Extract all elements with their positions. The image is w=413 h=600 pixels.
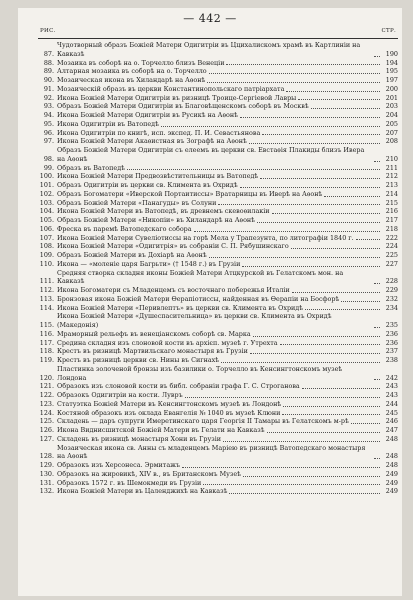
header-rule <box>38 38 398 39</box>
index-entry <box>38 41 398 59</box>
entry-body <box>57 172 382 181</box>
index-entry <box>38 339 398 348</box>
entry-title: Мозаическая икона св. Анны съ младенцемъ Маріею въ ризницѣ Ватопедскаго монастыря на Аѳонѣ <box>57 443 366 461</box>
entry-body <box>57 94 382 103</box>
entry-body <box>57 164 382 173</box>
dot-leader <box>185 397 380 398</box>
dot-leader <box>374 327 380 328</box>
entry-title: Образокъ на жировикѣ, XIV в., въ Британскомъ Музеѣ <box>57 469 242 478</box>
entry-body <box>57 339 382 348</box>
entry-title: Икона Божіей Матери «Перивлептъ» въ церкви св. Климента въ Охридѣ <box>57 303 304 312</box>
entry-page: 222 <box>385 233 398 242</box>
dot-leader <box>253 336 380 337</box>
entry-number: 119. <box>39 356 54 364</box>
dot-leader <box>374 161 380 162</box>
entry-number: 127. <box>39 434 54 443</box>
entry-number: 87. <box>43 49 54 58</box>
dot-leader <box>291 248 380 249</box>
index-entry <box>38 487 398 496</box>
entry-body <box>57 417 382 426</box>
entry-page: 211 <box>385 163 398 172</box>
entry-body <box>57 190 382 199</box>
index-entry <box>38 365 398 383</box>
entry-body <box>57 216 382 225</box>
entry-title: Икона Божіей Матери «Одигитрія» въ собраніи С. П. Рябушинскаго <box>57 242 289 251</box>
entry-title: Икона Божіей Матери въ Цаленджихѣ на Кавказѣ <box>57 487 228 496</box>
entry-body <box>57 181 382 190</box>
entry-title: Образъ Божіей Матери Одигитріи съ елеемъ въ церкви св. Евстаѳія Плакиды близъ Ивера на Аѳонѣ <box>57 146 365 163</box>
entry-title: Икона Виднисшитской Божіей Матери въ Гелати на Кавказѣ <box>57 426 265 434</box>
dot-leader <box>243 476 380 477</box>
entry-page: 214 <box>385 189 398 198</box>
index-entry <box>38 435 398 444</box>
index-entry <box>38 164 398 173</box>
entry-page: 224 <box>385 242 398 251</box>
entry-title: Образъ Божіей Матери въ Дохіарѣ на Аѳонѣ <box>57 251 207 259</box>
illustration-index-list <box>38 41 398 496</box>
entry-title: Складень въ ризницѣ монастыря Хони въ Грузіи <box>57 434 222 443</box>
dot-leader <box>302 388 380 389</box>
entry-body <box>57 102 382 111</box>
entry-page: 201 <box>385 93 398 102</box>
entry-body <box>57 59 382 68</box>
dot-leader <box>218 204 380 205</box>
entry-title: Крестъ въ ризницѣ Мартвильскаго монастыря въ Грузіи <box>57 347 248 356</box>
entry-number: 121. <box>39 382 54 391</box>
entry-page: 218 <box>385 224 398 233</box>
dot-leader <box>249 143 380 144</box>
dot-leader <box>257 222 380 223</box>
entry-page: 235 <box>385 321 398 329</box>
entry-body <box>57 409 382 418</box>
entry-number: 112. <box>39 286 54 294</box>
index-entry <box>38 312 398 330</box>
entry-page: 243 <box>385 391 398 399</box>
dot-leader <box>286 91 380 92</box>
dot-leader <box>260 178 380 179</box>
entry-number: 115. <box>39 321 54 329</box>
entry-title: Средняя створка складня иконы Божіей Матери Атцкурской въ Гелатскомъ мон. на Кавказѣ <box>57 268 344 286</box>
index-entry <box>38 94 398 103</box>
entry-body <box>57 146 382 164</box>
entry-number: 120. <box>39 373 54 382</box>
entry-title: Складень — даръ супруги Имеретинскаго царя Георгія II Тамары въ Гелатскомъ м-рѣ <box>57 417 349 426</box>
entry-body <box>57 225 382 234</box>
entry-title: Пластинка золоченой бронзы изъ базилики о. Торчелло въ Кенсингтонскомъ музеѣ Лондона <box>57 364 343 382</box>
entry-page: 247 <box>385 426 398 434</box>
entry-page: 195 <box>385 67 398 76</box>
entry-number: 98. <box>43 154 54 163</box>
entry-page: 245 <box>385 408 398 417</box>
entry-title: Фреска въ паремѣ Ватопедскаго собора <box>57 224 192 233</box>
entry-title: Икона Одигитріи по книгѣ, исп. экспед. П. И. Севастьянова <box>57 128 261 137</box>
entry-title: Мозаика въ соборѣ на о. Торчелло близъ Венеціи <box>57 58 225 67</box>
entry-body <box>57 251 382 260</box>
entry-body <box>57 356 382 365</box>
entry-number: 91. <box>43 84 54 93</box>
entry-title: Икона Божіей Матери Одигитріи въ ризницѣ Троице-Сергіевой Лавры <box>57 93 297 102</box>
entry-body <box>57 85 382 94</box>
entry-number: 128. <box>39 452 54 461</box>
entry-title: Образокъ 1572 г. въ Шемокмеди въ Грузіи <box>57 478 202 487</box>
entry-number: 114. <box>39 303 54 312</box>
index-entry <box>38 111 398 120</box>
entry-page: 227 <box>385 259 398 268</box>
entry-number: 113. <box>39 294 54 303</box>
entry-body <box>57 137 382 146</box>
entry-page: 242 <box>385 373 398 382</box>
entry-body <box>57 312 382 330</box>
entry-number: 117. <box>39 338 54 347</box>
entry-body <box>57 286 382 295</box>
column-header-figure: РИС. <box>40 28 56 34</box>
index-entry <box>38 207 398 216</box>
entry-title: Мозаическая икона въ Хиландарѣ на Аѳонѣ <box>57 76 206 84</box>
entry-title: Икона Божіей Матери «Душеспасительница» въ церкви св. Климента въ Охридѣ (Македонія) <box>57 312 332 329</box>
dot-leader <box>229 493 380 494</box>
entry-body <box>57 41 382 59</box>
entry-title: Образъ Божіей Матери «Панагуды» въ Солуни <box>57 198 217 207</box>
entry-page: 207 <box>385 128 398 137</box>
dot-leader <box>207 82 380 83</box>
entry-body <box>57 234 382 243</box>
entry-body <box>57 435 382 444</box>
entry-title: Чудотворный образъ Божіей Матери Одигитріи въ Ццихалискомъ храмѣ въ Картлиніи на Кавказѣ <box>57 41 361 58</box>
index-entry <box>38 199 398 208</box>
dot-leader <box>262 134 380 135</box>
entry-title: Образъ Божіей Матери «Никопіи» въ Хиландарѣ на Аѳонѣ <box>57 216 256 224</box>
entry-title: Бронзовая икона Божіей Матери Ѳерапіотиссы, найденная въ Ѳерапіи на Босфорѣ <box>57 294 340 303</box>
entry-page: 244 <box>385 399 398 408</box>
entry-body <box>57 295 382 304</box>
index-entry <box>38 181 398 190</box>
dot-leader <box>161 126 380 127</box>
entry-title: Алтарная мозаика въ соборѣ на о. Торчелло <box>57 67 207 76</box>
entry-page: 204 <box>385 111 398 119</box>
entry-title: Икона Одигитріи въ Ватопедѣ <box>57 119 159 128</box>
entry-page: 232 <box>385 294 398 303</box>
dot-leader <box>182 467 380 468</box>
entry-title: Образъ Божіей Матери Одигитріи въ Благовѣщенскомъ соборѣ въ Москвѣ <box>57 102 309 111</box>
entry-body <box>57 347 382 356</box>
entry-page: 229 <box>385 286 398 294</box>
entry-body <box>57 461 382 470</box>
entry-number: 96. <box>43 128 54 137</box>
entry-title: Статуэтка Божіей Матери въ Кенсингтонскомъ музеѣ въ Лондонѣ <box>57 399 282 408</box>
book-page <box>18 8 402 596</box>
entry-body <box>57 426 382 435</box>
entry-body <box>57 479 382 488</box>
entry-page: 215 <box>385 198 398 207</box>
dot-leader <box>311 108 380 109</box>
dot-leader <box>298 99 380 100</box>
entry-number: 130. <box>39 469 54 478</box>
entry-page: 234 <box>385 303 398 312</box>
entry-number: 109. <box>39 251 54 259</box>
entry-page: 248 <box>385 452 398 461</box>
entry-number: 94. <box>43 111 54 119</box>
entry-page: 212 <box>385 172 398 181</box>
entry-body <box>57 382 382 391</box>
index-entry <box>38 444 398 462</box>
entry-body <box>57 330 382 339</box>
entry-page: 194 <box>385 58 398 67</box>
dot-leader <box>194 231 380 232</box>
entry-title: Мраморный рельефъ въ венеціанскомъ соборѣ св. Марка <box>57 329 251 338</box>
index-entry <box>38 242 398 251</box>
dot-leader <box>223 441 380 442</box>
index-entry <box>38 479 398 488</box>
entry-body <box>57 365 382 383</box>
index-entry <box>38 382 398 391</box>
entry-page: 236 <box>385 329 398 338</box>
entry-body <box>57 120 382 129</box>
entry-number: 105. <box>39 216 54 224</box>
entry-number: 93. <box>43 102 54 111</box>
index-entry <box>38 295 398 304</box>
entry-number: 101. <box>39 181 54 189</box>
dot-leader <box>324 196 380 197</box>
dot-leader <box>356 239 380 240</box>
entry-number: 89. <box>43 67 54 76</box>
entry-title: Икона — «моленіе царя Багрьти» († 1548 г.) въ Грузіи <box>57 259 241 268</box>
index-entry <box>38 129 398 138</box>
entry-page: 248 <box>385 434 398 443</box>
entry-number: 125. <box>39 417 54 426</box>
index-entry <box>38 76 398 85</box>
entry-title: Костяной образокъ изъ оклада Евангелія № 1040 въ музеѣ Клюни <box>57 408 281 417</box>
entry-body <box>57 111 382 120</box>
index-entry <box>38 190 398 199</box>
dot-leader <box>209 257 380 258</box>
entry-number: 108. <box>39 242 54 251</box>
entry-title: Икона Божіей Матери Одигитріи въ Русикѣ на Аѳонѣ <box>57 111 239 119</box>
entry-page: 238 <box>385 356 398 364</box>
entry-title: Образъ Одигитріи въ церкви св. Климента въ Охридѣ <box>57 181 238 189</box>
entry-number: 107. <box>39 233 54 242</box>
entry-number: 90. <box>43 76 54 84</box>
index-entry <box>38 120 398 129</box>
index-entry <box>38 461 398 470</box>
index-entry <box>38 356 398 365</box>
entry-page: 197 <box>385 76 398 84</box>
entry-number: 103. <box>39 198 54 207</box>
entry-number: 126. <box>39 426 54 434</box>
entry-title: Икона Божіей Матери въ Ватопедѣ, въ древнемъ скевоѳилакіи <box>57 207 270 216</box>
entry-body <box>57 487 382 496</box>
entry-body <box>57 242 382 251</box>
entry-number: 88. <box>43 58 54 67</box>
entry-body <box>57 129 382 138</box>
index-entry <box>38 172 398 181</box>
index-entry <box>38 400 398 409</box>
entry-title: Икона Божіей Матери Акаѳистная въ Зографѣ на Аѳонѣ <box>57 137 247 146</box>
entry-page: 213 <box>385 181 398 189</box>
index-entry <box>38 470 398 479</box>
index-entry <box>38 146 398 164</box>
index-entry <box>38 330 398 339</box>
column-header-page: СТР. <box>381 28 396 34</box>
index-entry <box>38 251 398 260</box>
index-entry <box>38 269 398 287</box>
index-entry <box>38 234 398 243</box>
entry-number: 102. <box>39 189 54 198</box>
dot-leader <box>242 266 380 267</box>
entry-body <box>57 269 382 287</box>
dot-leader <box>203 484 380 485</box>
entry-body <box>57 400 382 409</box>
index-entry <box>38 347 398 356</box>
index-entry <box>38 409 398 418</box>
dot-leader <box>267 432 380 433</box>
dot-leader <box>374 458 380 459</box>
entry-body <box>57 304 382 313</box>
entry-page: 249 <box>385 487 398 496</box>
entry-page: 249 <box>385 469 398 478</box>
entry-page: 237 <box>385 347 398 356</box>
dot-leader <box>250 353 380 354</box>
entry-body <box>57 391 382 400</box>
dot-leader <box>280 344 380 345</box>
entry-number: 118. <box>39 347 54 356</box>
dot-leader <box>292 292 380 293</box>
entry-number: 100. <box>39 172 54 181</box>
entry-page: 203 <box>385 102 398 111</box>
entry-title: Икона Божіей Матери Предвозвѣстительницы въ Ватопедѣ <box>57 172 259 181</box>
entry-number: 92. <box>43 93 54 102</box>
entry-number: 129. <box>39 461 54 469</box>
entry-body <box>57 470 382 479</box>
entry-body <box>57 260 382 269</box>
dot-leader <box>283 406 380 407</box>
entry-body <box>57 207 382 216</box>
entry-title: Икона Богоматери съ Младенцемъ съ восточнаго побережья Италіи <box>57 286 290 294</box>
entry-body <box>57 199 382 208</box>
entry-number: 124. <box>39 408 54 417</box>
entry-number: 97. <box>43 137 54 146</box>
dot-leader <box>374 283 380 284</box>
dot-leader <box>272 213 380 214</box>
entry-page: 190 <box>385 49 398 58</box>
entry-number: 104. <box>39 207 54 216</box>
dot-leader <box>221 362 380 363</box>
entry-number: 122. <box>39 391 54 399</box>
index-entry <box>38 286 398 295</box>
entry-title: Образокъ изъ слоновой кости въ библ. собраніи графа Г. С. Строганова <box>57 382 300 391</box>
index-entry <box>38 102 398 111</box>
dot-leader <box>341 301 380 302</box>
page-number: — 442 — <box>183 12 237 25</box>
index-entry <box>38 67 398 76</box>
entry-page: 225 <box>385 251 398 259</box>
index-entry <box>38 85 398 94</box>
entry-title: Крестъ въ ризницѣ церкви св. Нины въ Сигнахѣ <box>57 356 220 364</box>
entry-page: 243 <box>385 382 398 391</box>
entry-number: 132. <box>39 487 54 496</box>
index-entry <box>38 417 398 426</box>
dot-leader <box>240 187 380 188</box>
entry-number: 111. <box>39 277 54 286</box>
entry-number: 99. <box>43 163 54 172</box>
entry-body <box>57 76 382 85</box>
entry-body <box>57 444 382 462</box>
entry-title: Икона Божіей Матери Сувеліотиссы на горѣ Мела у Трапезунта, по литографіи 1840 г. <box>57 233 354 242</box>
entry-number: 131. <box>39 478 54 487</box>
dot-leader <box>305 309 380 310</box>
dot-leader <box>351 423 380 424</box>
dot-leader <box>374 56 380 57</box>
dot-leader <box>282 414 380 415</box>
entry-title: Средина складня изъ слоновой кости въ архієп. музеѣ г. Утрехта <box>57 338 278 347</box>
index-entry <box>38 216 398 225</box>
index-entry <box>38 391 398 400</box>
entry-page: 208 <box>385 137 398 146</box>
entry-number: 106. <box>39 224 54 233</box>
index-entry <box>38 304 398 313</box>
entry-number: 116. <box>39 329 54 338</box>
entry-body <box>57 67 382 76</box>
entry-title: Образокъ изъ Херсонеса. Эрмитажъ <box>57 461 181 469</box>
entry-title: Образокъ Одигитріи на кости. Лувръ <box>57 391 183 399</box>
entry-page: 249 <box>385 478 398 487</box>
entry-page: 246 <box>385 417 398 426</box>
index-entry <box>38 225 398 234</box>
entry-number: 123. <box>39 399 54 408</box>
index-entry <box>38 59 398 68</box>
dot-leader <box>127 169 380 170</box>
entry-page: 228 <box>385 277 398 286</box>
entry-title: Образъ въ Ватопедѣ <box>57 163 125 172</box>
entry-title: Образъ Богоматери «Иверской Портаитиссы» Вратарницы въ Иверѣ на Аѳонѣ <box>57 189 323 198</box>
entry-title: Мозаическій образъ въ церкви Константинопольскаго патріархата <box>57 84 285 93</box>
dot-leader <box>374 379 380 380</box>
entry-page: 248 <box>385 461 398 469</box>
entry-page: 217 <box>385 216 398 224</box>
dot-leader <box>240 117 380 118</box>
entry-page: 200 <box>385 84 398 93</box>
entry-number: 95. <box>43 119 54 128</box>
index-entry <box>38 260 398 269</box>
index-entry <box>38 426 398 435</box>
index-entry <box>38 137 398 146</box>
dot-leader <box>209 73 380 74</box>
entry-page: 236 <box>385 338 398 347</box>
entry-page: 216 <box>385 207 398 216</box>
dot-leader <box>226 64 380 65</box>
entry-number: 110. <box>39 259 54 268</box>
entry-page: 205 <box>385 119 398 128</box>
entry-page: 210 <box>385 154 398 163</box>
